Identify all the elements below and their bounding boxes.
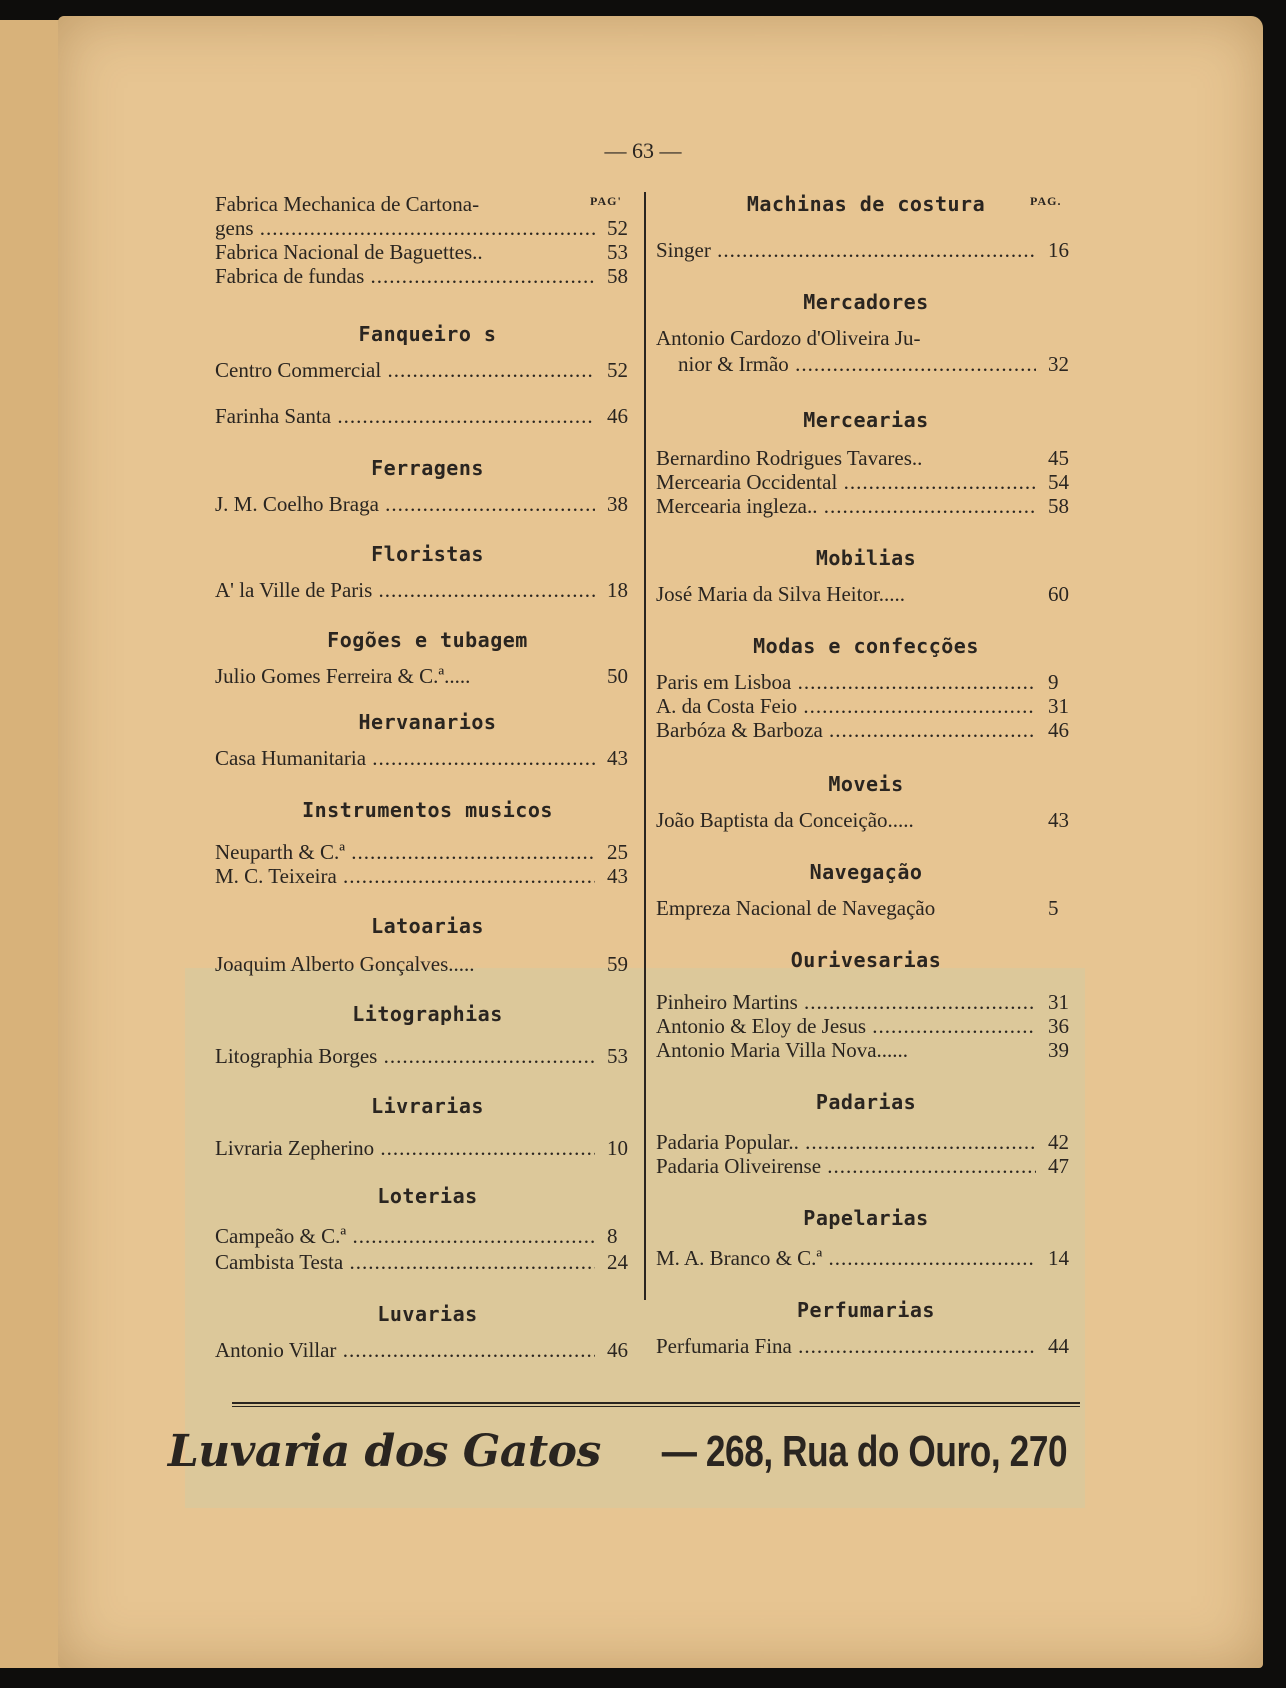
category-heading: Navegação xyxy=(809,860,923,884)
category-heading: Litographias xyxy=(352,1002,503,1026)
entry-name: Litographia Borges ..... xyxy=(215,1044,595,1068)
page-reference: 52 xyxy=(607,216,628,240)
index-entry xyxy=(215,492,640,521)
page-reference: 58 xyxy=(1048,494,1069,518)
entry-name: João Baptista da Conceição..... xyxy=(656,808,914,832)
category-heading: Ourivesarias xyxy=(790,948,942,972)
entry-name: Casa Humanitaria ..... xyxy=(215,746,595,770)
index-entry xyxy=(215,864,640,893)
pag-label-right: PAG. xyxy=(1030,194,1062,208)
index-entry xyxy=(656,1154,1076,1183)
page-reference: 50 xyxy=(607,664,628,688)
page-reference: 32 xyxy=(1048,352,1069,376)
category-heading: Luvarias xyxy=(377,1302,478,1326)
page-reference: 53 xyxy=(607,240,628,264)
index-entry xyxy=(215,358,640,387)
page-reference: 46 xyxy=(1048,718,1069,742)
page-reference: 46 xyxy=(607,404,628,428)
page-reference: 45 xyxy=(1048,446,1069,470)
category-heading: Floristas xyxy=(371,542,484,566)
category-heading: Padarias xyxy=(815,1090,917,1114)
page-reference: 9 xyxy=(1048,670,1059,694)
page-reference: 43 xyxy=(607,746,628,770)
advert-name: Luvaria dos Gatos xyxy=(167,1426,601,1477)
page-reference: 43 xyxy=(607,864,628,888)
entry-name: Antonio Maria Villa Nova...... xyxy=(656,1038,909,1062)
index-entry xyxy=(656,718,1076,747)
entry-name: Fabrica de fundas ..... xyxy=(215,264,595,288)
category-heading: Latoarias xyxy=(371,914,484,938)
entry-name: Neuparth & C.ª ..... xyxy=(215,840,595,864)
entry-name: Antonio & Eloy de Jesus ..... xyxy=(656,1014,1036,1038)
entry-name: M. A. Branco & C.ª ..... xyxy=(656,1246,1036,1270)
entry-name: José Maria da Silva Heitor..... xyxy=(656,582,906,606)
index-entry xyxy=(656,1246,1076,1275)
advertisement xyxy=(0,1426,1286,1477)
page-reference: 44 xyxy=(1048,1334,1069,1358)
entry-name: Livraria Zepherino ..... xyxy=(215,1136,595,1160)
category-heading: Mercearias xyxy=(803,408,929,432)
index-entry xyxy=(656,326,1076,355)
category-heading: Loterias xyxy=(377,1184,478,1208)
entry-name: Paris em Lisboa ..... xyxy=(656,670,1036,694)
entry-name: Antonio Villar ..... xyxy=(215,1338,595,1362)
entry-name: Padaria Oliveirense ..... xyxy=(656,1154,1036,1178)
index-entry xyxy=(656,896,1076,925)
entry-name: Joaquim Alberto Gonçalves..... xyxy=(215,952,475,976)
page-reference: 60 xyxy=(1048,582,1069,606)
entry-name: Mercearia ingleza.. ..... xyxy=(656,494,1036,518)
index-entry xyxy=(656,582,1076,611)
page-reference: 39 xyxy=(1048,1038,1069,1062)
entry-name: Centro Commercial ..... xyxy=(215,358,595,382)
column-divider xyxy=(644,320,646,1300)
index-entry xyxy=(215,952,640,981)
category-heading: Perfumarias xyxy=(797,1298,935,1322)
entry-name: gens ..... xyxy=(215,216,595,240)
entry-name: Cambista Testa ..... xyxy=(215,1250,595,1274)
page-reference: 5 xyxy=(1048,896,1059,920)
index-entry xyxy=(215,746,640,775)
category-heading: Fogões e tubagem xyxy=(327,628,528,652)
page-reference: 25 xyxy=(607,840,628,864)
index-entry xyxy=(656,1038,1076,1067)
page-reference: 47 xyxy=(1048,1154,1069,1178)
page-reference: 58 xyxy=(607,264,628,288)
category-heading: Hervanarios xyxy=(358,710,497,734)
column-divider xyxy=(644,192,646,320)
page-reference: 53 xyxy=(607,1044,628,1068)
entry-name: Singer ..... xyxy=(656,238,1036,262)
index-entry xyxy=(215,578,640,607)
entry-name: A. da Costa Feio ..... xyxy=(656,694,1036,718)
index-entry xyxy=(656,238,1076,267)
index-entry xyxy=(215,264,640,293)
pag-label-left: PAG' xyxy=(590,194,622,208)
page-reference: 43 xyxy=(1048,808,1069,832)
entry-name: Campeão & C.ª ..... xyxy=(215,1224,595,1248)
category-heading: Fanqueiro s xyxy=(358,322,497,346)
entry-name: Bernardino Rodrigues Tavares.. xyxy=(656,446,923,470)
page-reference: 46 xyxy=(607,1338,628,1362)
category-heading: Instrumentos musicos xyxy=(302,798,553,822)
index-entry xyxy=(656,352,1076,381)
page-reference: 14 xyxy=(1048,1246,1069,1270)
entry-name: Fabrica Mechanica de Cartona- xyxy=(215,192,480,216)
index-entry xyxy=(215,1250,640,1279)
index-entry xyxy=(215,404,640,433)
category-heading: Machinas de costura xyxy=(746,192,986,216)
entry-name: nior & Irmão ..... xyxy=(678,352,1036,376)
entry-name: A' la Ville de Paris ..... xyxy=(215,578,595,602)
page-reference: 36 xyxy=(1048,1014,1069,1038)
entry-name: M. C. Teixeira ..... xyxy=(215,864,595,888)
index-entry xyxy=(656,494,1076,523)
category-heading: Mercadores xyxy=(803,290,929,314)
index-entry xyxy=(215,1044,640,1073)
entry-name: Mercearia Occidental ..... xyxy=(656,470,1036,494)
entry-name: Fabrica Nacional de Baguettes.. xyxy=(215,240,483,264)
page-number: — 63 — xyxy=(604,138,682,163)
entry-name: Pinheiro Martins ..... xyxy=(656,990,1036,1014)
entry-name: Antonio Cardozo d'Oliveira Ju- xyxy=(656,326,921,350)
page-reference: 16 xyxy=(1048,238,1069,262)
entry-name: J. M. Coelho Braga ..... xyxy=(215,492,595,516)
previous-page-edge xyxy=(0,20,66,1668)
index-entry xyxy=(215,1224,640,1253)
index-entry xyxy=(656,1334,1076,1363)
category-heading: Ferragens xyxy=(371,456,484,480)
category-heading: Modas e confecções xyxy=(753,634,979,658)
bottom-rule xyxy=(232,1402,1080,1404)
index-entry xyxy=(215,1136,640,1165)
page-reference: 31 xyxy=(1048,990,1069,1014)
index-entry xyxy=(215,1338,640,1367)
page-reference: 52 xyxy=(607,358,628,382)
category-heading: Moveis xyxy=(828,772,904,796)
entry-name: Julio Gomes Ferreira & C.ª..... xyxy=(215,664,471,688)
entry-name: Farinha Santa ..... xyxy=(215,404,595,428)
page-reference: 18 xyxy=(607,578,628,602)
bottom-rule xyxy=(232,1406,1080,1407)
entry-name: Barbóza & Barboza ..... xyxy=(656,718,1036,742)
advert-address: — 268, Rua do Ouro, 270 xyxy=(661,1427,1068,1476)
category-heading: Mobilias xyxy=(815,546,917,570)
page-reference: 8 xyxy=(607,1224,618,1248)
page-reference: 10 xyxy=(607,1136,628,1160)
page-reference: 54 xyxy=(1048,470,1069,494)
page-reference: 38 xyxy=(607,492,628,516)
entry-name: Empreza Nacional de Navegação xyxy=(656,896,936,920)
category-heading: Livrarias xyxy=(371,1094,484,1118)
page-reference: 59 xyxy=(607,952,628,976)
page-reference: 31 xyxy=(1048,694,1069,718)
page-reference: 42 xyxy=(1048,1130,1069,1154)
page-reference: 24 xyxy=(607,1250,628,1274)
index-entry xyxy=(656,808,1076,837)
entry-name: Padaria Popular.. ..... xyxy=(656,1130,1036,1154)
index-entry xyxy=(215,664,640,693)
category-heading: Papelarias xyxy=(803,1206,929,1230)
entry-name: Perfumaria Fina ..... xyxy=(656,1334,1036,1358)
